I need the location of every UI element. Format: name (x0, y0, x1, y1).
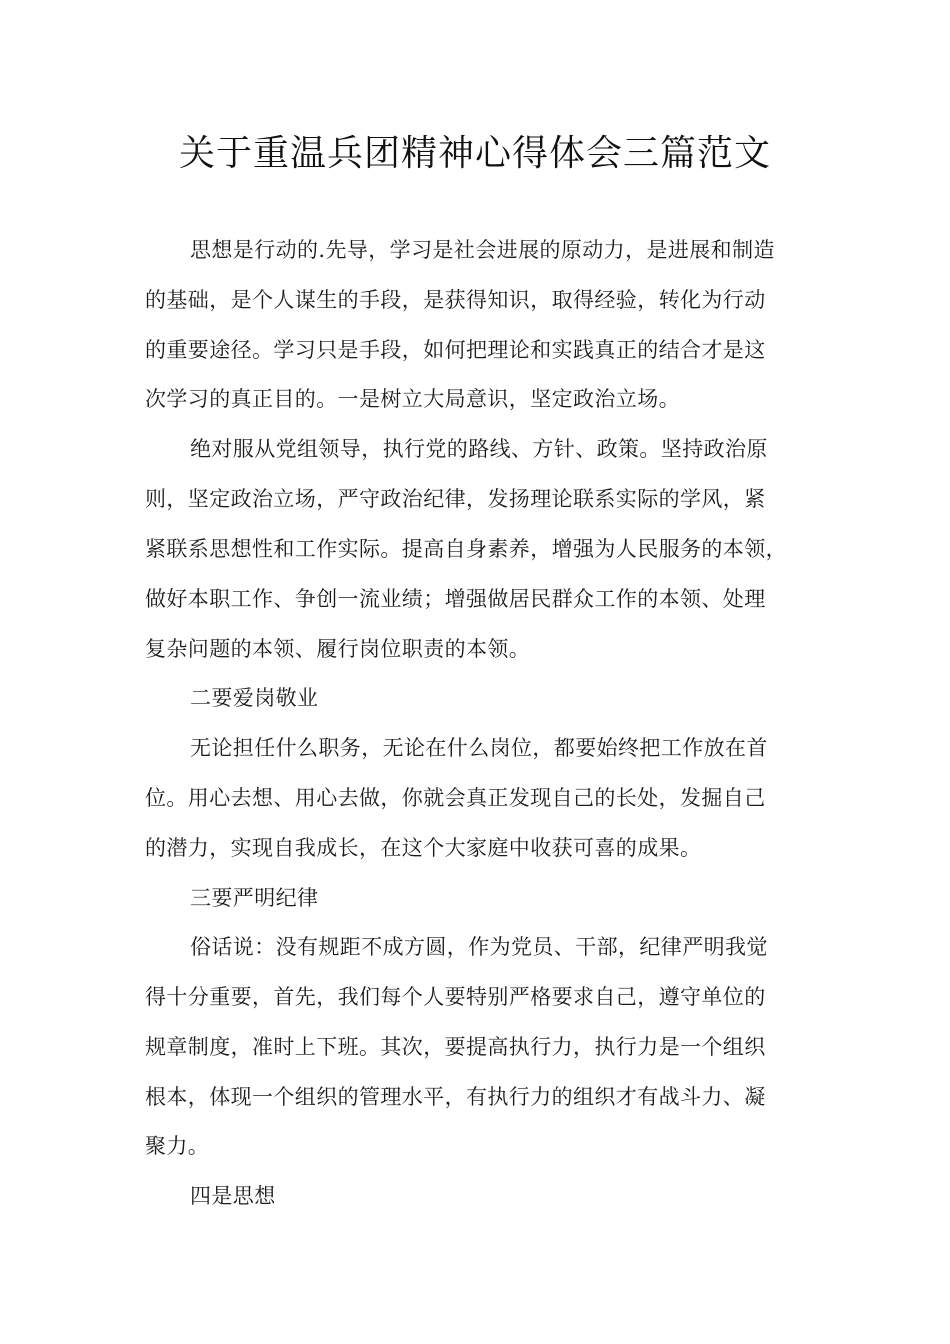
body-line: 的潜力，实现自我成长，在这个大家庭中收获可喜的成果。 (145, 836, 702, 860)
body-line: 根本，体现一个组织的管理水平，有执行力的组织才有战斗力、凝 (145, 1085, 766, 1109)
body-line: 的基础，是个人谋生的手段，是获得知识，取得经验，转化为行动 (145, 288, 766, 312)
body-line: 做好本职工作、争创一流业绩；增强做居民群众工作的本领、处理 (145, 587, 766, 611)
section-heading: 三要严明纪律 (190, 886, 319, 910)
document-title: 关于重温兵团精神心得体会三篇范文 (178, 133, 771, 174)
body-line: 则，坚定政治立场，严守政治纪律，发扬理论联系实际的学风，紧 (145, 487, 766, 511)
section-heading: 二要爱岗敬业 (190, 686, 319, 710)
body-line: 绝对服从党组领导，执行党的路线、方针、政策。坚持政治原 (190, 437, 768, 461)
body-line: 的重要途径。学习只是手段，如何把理论和实践真正的结合才是这 (145, 338, 766, 362)
body-line: 位。用心去想、用心去做，你就会真正发现自己的长处，发掘自己 (145, 786, 766, 810)
section-heading: 四是思想 (190, 1184, 276, 1208)
body-line: 紧联系思想性和工作实际。提高自身素养，增强为人民服务的本领， (145, 537, 787, 561)
body-line: 俗话说：没有规距不成方圆，作为党员、干部，纪律严明我觉 (190, 935, 768, 959)
body-line: 无论担任什么职务，无论在什么岗位，都要始终把工作放在首 (190, 736, 768, 760)
body-line: 得十分重要，首先，我们每个人要特别严格要求自己，遵守单位的 (145, 985, 766, 1009)
body-line: 聚力。 (145, 1134, 210, 1158)
body-line: 规章制度，准时上下班。其次，要提高执行力，执行力是一个组织 (145, 1035, 766, 1059)
body-line: 思想是行动的.先导，学习是社会进展的原动力，是进展和制造 (190, 238, 775, 262)
body-line: 次学习的真正目的。一是树立大局意识，坚定政治立场。 (145, 387, 680, 411)
body-line: 复杂问题的本领、履行岗位职责的本领。 (145, 637, 531, 661)
